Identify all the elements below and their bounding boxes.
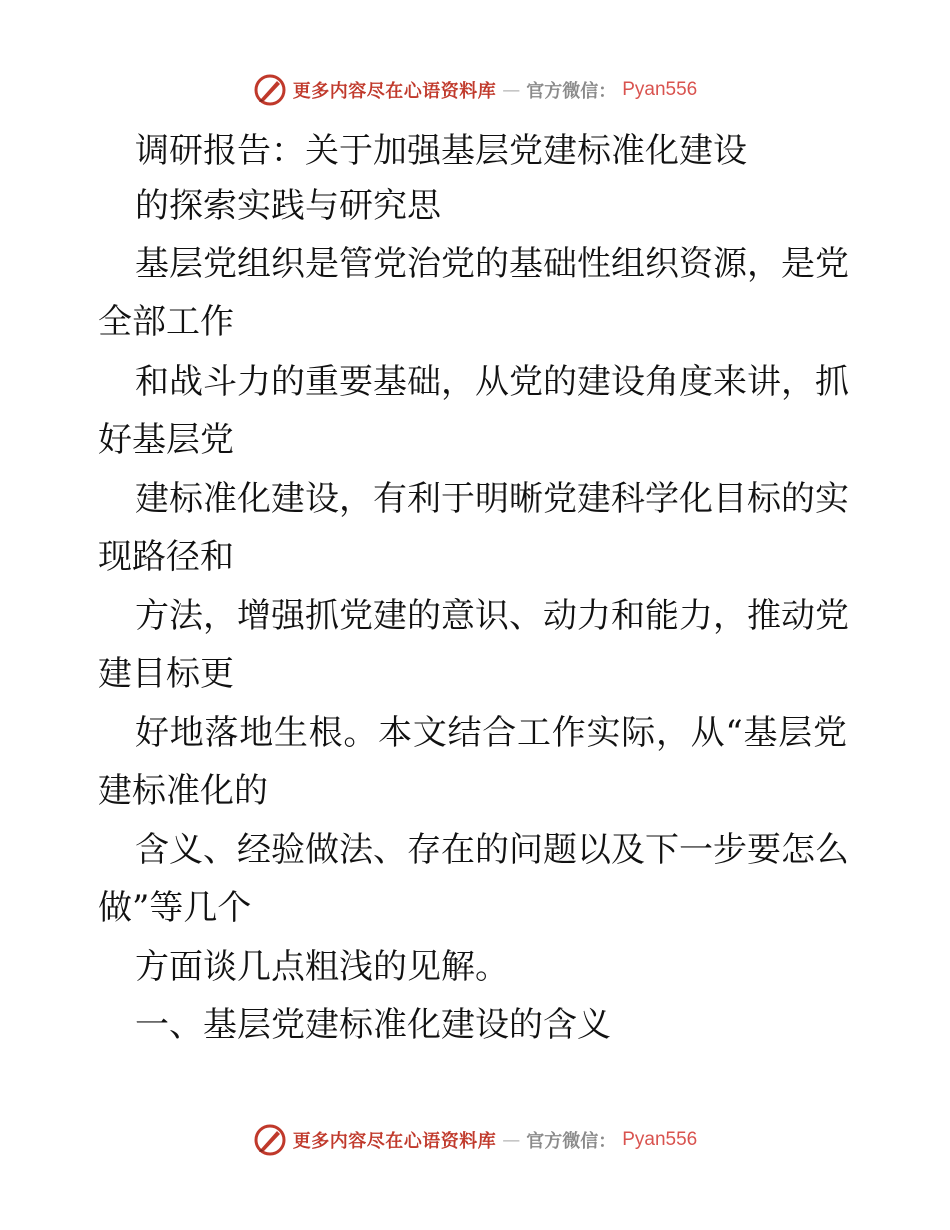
section-heading: 一、基层党建标准化建设的含义 [135,1005,611,1045]
paragraph-line: 做”等几个 [98,888,252,928]
quill-logo-icon [253,1123,287,1157]
paragraph-line: 好基层党 [98,420,234,460]
watermark-site-text: 更多内容尽在心语资料库 [292,1131,497,1152]
paragraph-line: 全部工作 [98,302,234,342]
watermark-dash: — [502,79,521,101]
watermark-dash: — [502,1129,521,1151]
watermark-header [0,70,950,110]
watermark-site-text: 更多内容尽在心语资料库 [292,81,497,102]
paragraph-line: 建标准化建设，有利于明晰党建科学化目标的实 [135,479,849,519]
paragraph-line: 方法，增强抓党建的意识、动力和能力，推动党 [135,596,849,636]
watermark-wechat-label: 官方微信： [526,1131,617,1152]
paragraph-line: 现路径和 [98,537,234,577]
watermark-wechat-id: Pyan556 [622,79,698,100]
document-title-line-2: 的探索实践与研究思 [135,186,441,226]
paragraph-line: 含义、经验做法、存在的问题以及下一步要怎么 [135,830,849,870]
document-title-line-1: 调研报告：关于加强基层党建标准化建设 [135,131,747,171]
quill-logo-icon [253,73,287,107]
watermark-wechat-id: Pyan556 [622,1129,698,1150]
paragraph-line: 建标准化的 [98,771,268,811]
watermark-wechat-label: 官方微信： [526,81,617,102]
watermark-footer [0,1120,950,1160]
paragraph-line: 方面谈几点粗浅的见解。 [135,947,509,987]
paragraph-line: 建目标更 [98,654,234,694]
paragraph-line: 好地落地生根。本文结合工作实际，从“基层党 [135,713,847,753]
paragraph-line: 和战斗力的重要基础，从党的建设角度来讲，抓 [135,362,849,402]
paragraph-line: 基层党组织是管党治党的基础性组织资源，是党 [135,244,849,284]
